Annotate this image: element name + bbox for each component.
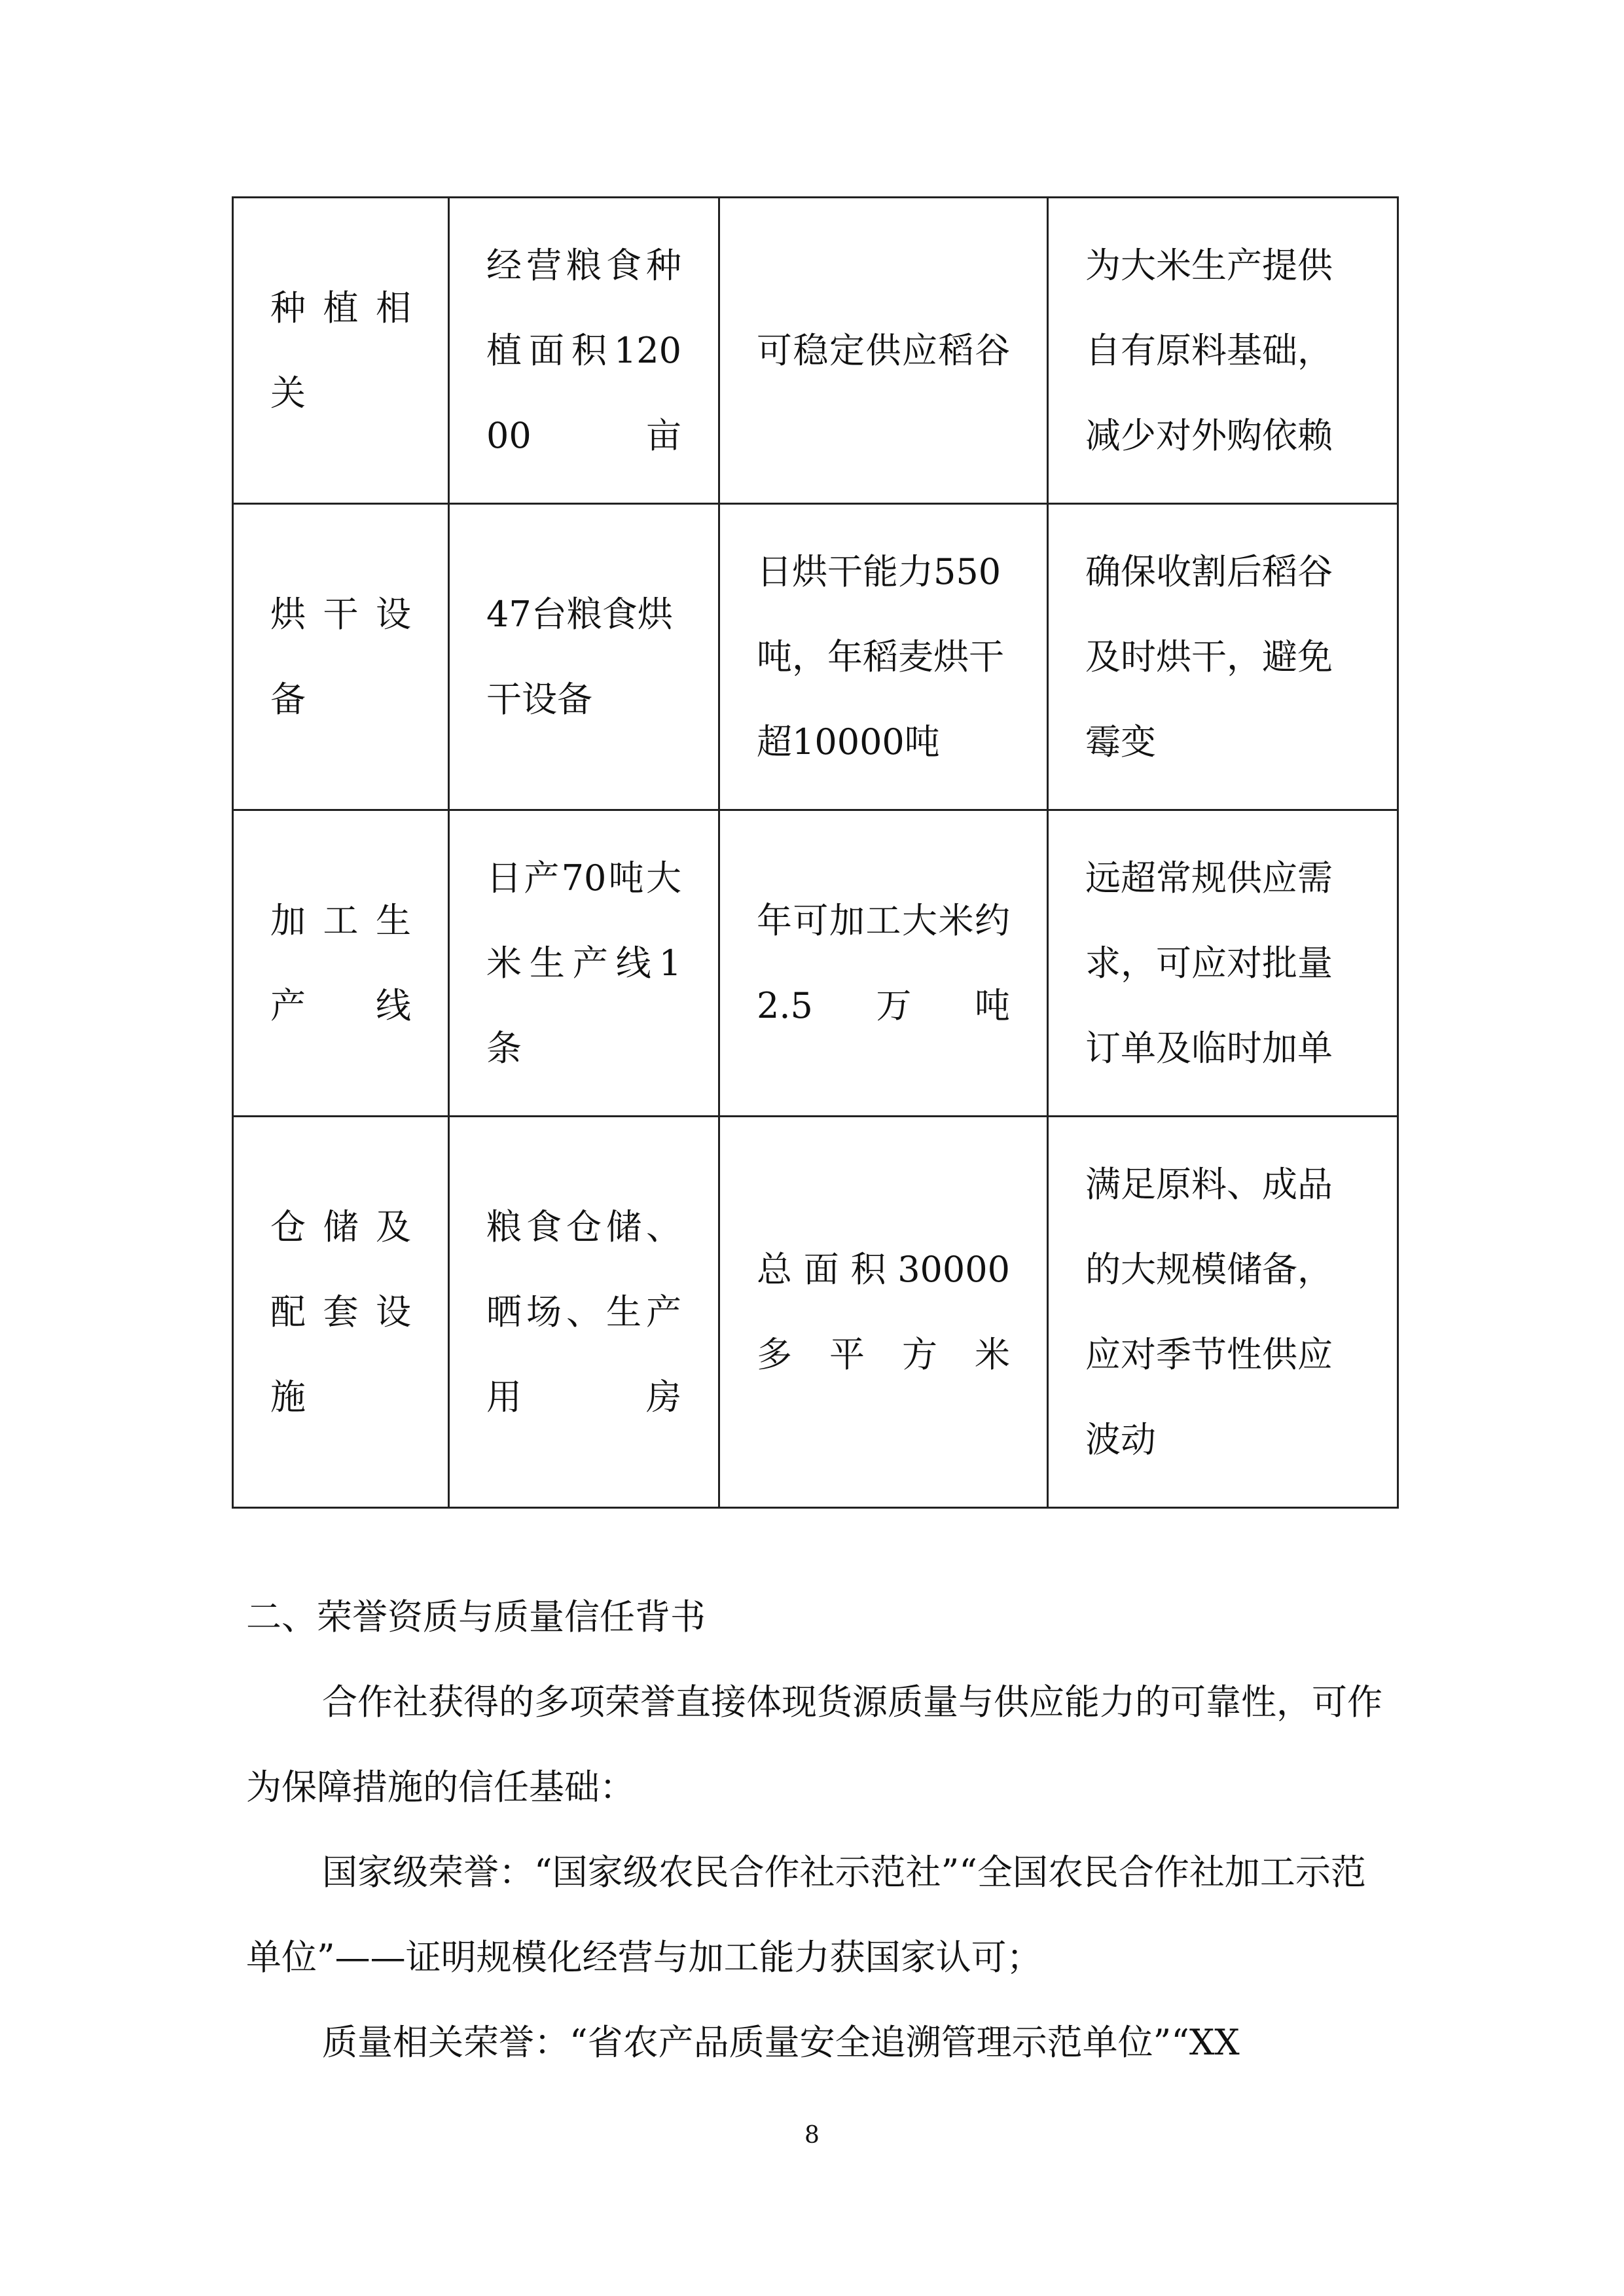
table-row — [233, 504, 1398, 810]
cell-category: 仓储及配套设施 — [233, 1117, 449, 1508]
cell-capacity: 总面积30000多平方米 — [719, 1117, 1048, 1508]
section-body — [246, 1575, 1385, 2085]
cell-capacity: 年可加工大米约 2.5万吨 — [719, 810, 1048, 1117]
cell-scale: 47台粮食烘干设备 — [449, 504, 719, 810]
paragraph: 质量相关荣誉：“省农产品质量安全追溯管理示范单位”“XX — [322, 2022, 1240, 2063]
table-row — [233, 198, 1398, 504]
table-row — [233, 810, 1398, 1117]
facilities-table — [232, 196, 1399, 1509]
page-number: 8 — [804, 2122, 820, 2149]
section-heading: 二、荣誉资质与质量信任背书 — [246, 1596, 706, 1638]
cell-capacity: 日烘干能力550吨，年稻麦烘干超10000吨 — [719, 504, 1048, 810]
cell-scale: 日产70吨大米生产线1条 — [449, 810, 719, 1117]
cell-role: 远超常规供应需求，可应对批量订单及临时加单 — [1048, 810, 1398, 1117]
cell-role: 满足原料、成品的大规模储备，应对季节性供应波动 — [1048, 1117, 1398, 1508]
paragraph: 国家级荣誉：“国家级农民合作社示范社”“全国农民合作社加工示范单位”——证明规模化经营与加工能力获国家认可； — [246, 1852, 1366, 1978]
cell-category: 烘干设备 — [233, 504, 449, 810]
cell-role: 确保收割后稻谷及时烘干，避免霉变 — [1048, 504, 1398, 810]
cell-category: 种植相关 — [233, 198, 449, 504]
table-row — [233, 1117, 1398, 1508]
cell-role: 为大米生产提供自有原料基础，减少对外购依赖 — [1048, 198, 1398, 504]
paragraph: 合作社获得的多项荣誉直接体现货源质量与供应能力的可靠性，可作为保障措施的信任基础： — [246, 1681, 1382, 1808]
cell-scale: 经营粮食种植面积12000亩 — [449, 198, 719, 504]
cell-capacity: 可稳定供应稻谷 — [719, 198, 1048, 504]
cell-category: 加工生产线 — [233, 810, 449, 1117]
cell-scale: 粮食仓储、晒场、生产用房 — [449, 1117, 719, 1508]
